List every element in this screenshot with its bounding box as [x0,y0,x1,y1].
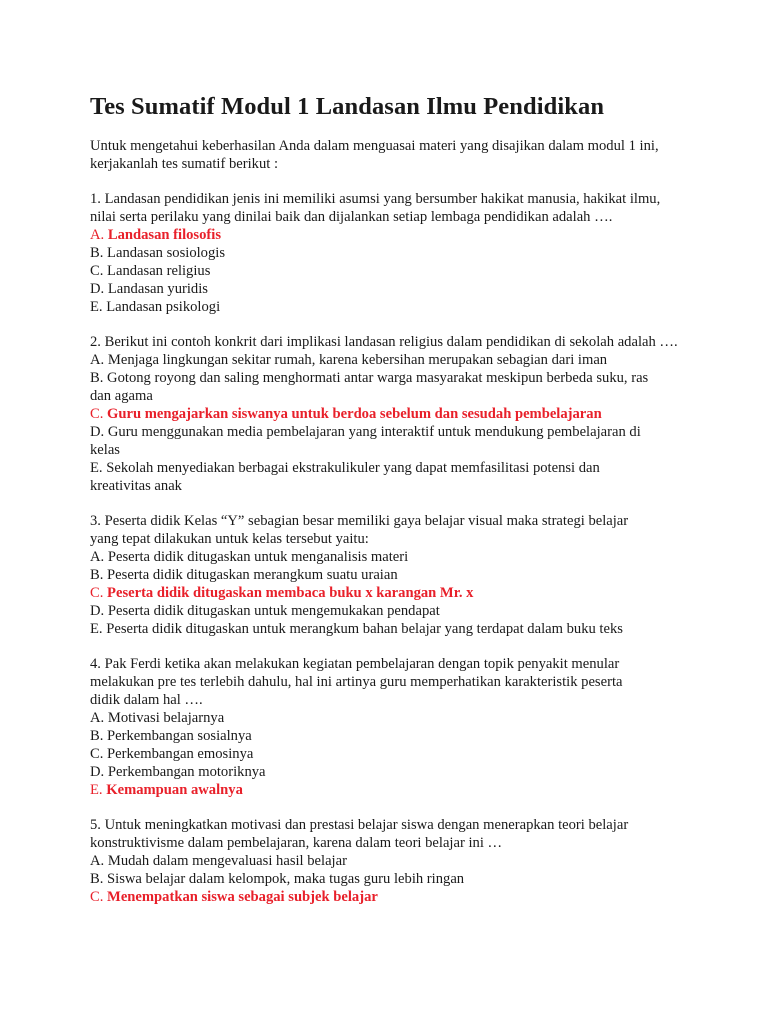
option-letter: B. [90,567,104,583]
intro-paragraph: Untuk mengetahui keberhasilan Anda dalam menguasai materi yang disajikan dalam modul 1 ini, kerjakanlah tes sumatif berikut : [90,138,659,172]
option-a [90,548,690,566]
option-a [90,226,690,244]
option-letter: A. [90,227,105,243]
option-e [90,459,650,495]
option-a [90,852,690,870]
option-text: Peserta didik ditugaskan untuk menganalisis materi [107,549,409,565]
option-b [90,369,650,405]
option-b [90,870,690,888]
option-text: Perkembangan emosinya [107,746,254,762]
question-1 [90,190,690,316]
option-c [90,584,690,602]
option-e [90,620,690,638]
option-text: Peserta didik ditugaskan membaca buku x karangan Mr. x [107,585,474,601]
option-text: Menempatkan siswa sebagai subjek belajar [107,889,378,905]
option-text: Peserta didik ditugaskan merangkum suatu uraian [107,567,398,583]
option-text: Landasan religius [107,263,211,279]
option-letter: D. [90,424,105,440]
option-d [90,423,650,459]
option-letter: A. [90,710,105,726]
option-letter: C. [90,746,104,762]
page-title: Tes Sumatif Modul 1 Landasan Ilmu Pendidikan [90,93,605,120]
option-text: Menjaga lingkungan sekitar rumah, karena kebersihan merupakan sebagian dari iman [107,352,608,368]
option-text: Perkembangan motoriknya [107,764,266,780]
option-letter: B. [90,728,104,744]
option-letter: B. [90,245,104,261]
option-text: Landasan filosofis [107,227,221,243]
question-text: 1. Landasan pendidikan jenis ini memiliki asumsi yang bersumber hakikat manusia, hakikat ilmu, nilai serta perilaku yang dinilai baik dan dijalankan setiap lembaga pendidikan adalah …. [90,191,661,225]
option-b [90,244,690,262]
option-d [90,602,690,620]
option-d [90,280,690,298]
option-e [90,781,690,799]
document-page [90,92,690,906]
option-text: Landasan sosiologis [107,245,226,261]
option-c [90,262,690,280]
option-e [90,298,690,316]
question-text: 4. Pak Ferdi ketika akan melakukan kegiatan pembelajaran dengan topik penyakit menular melakukan pre tes terlebih dahulu, hal ini artinya guru memperhatikan karakteristik peserta didik dalam hal …. [90,656,623,708]
question-text: 3. Peserta didik Kelas “Y” sebagian besar memiliki gaya belajar visual maka strategi belajar yang tepat dilakukan untuk kelas tersebut yaitu: [90,513,629,547]
option-text: Kemampuan awalnya [106,782,243,798]
option-letter: C. [90,406,104,422]
option-b [90,727,690,745]
option-letter: E. [90,621,103,637]
option-text: Guru mengajarkan siswanya untuk berdoa sebelum dan sesudah pembelajaran [107,406,602,422]
option-text: Guru menggunakan media pembelajaran yang interaktif untuk mendukung pembelajaran di kelas [90,424,641,458]
option-letter: A. [90,352,105,368]
option-letter: D. [90,764,105,780]
option-text: Sekolah menyediakan berbagai ekstrakulikuler yang dapat memfasilitasi potensi dan kreativitas anak [90,460,600,494]
option-d [90,763,690,781]
option-text: Motivasi belajarnya [107,710,225,726]
question-4 [90,655,690,799]
option-letter: E. [90,460,103,476]
option-letter: C. [90,585,104,601]
question-3 [90,512,690,638]
option-b [90,566,690,584]
option-text: Landasan yuridis [107,281,208,297]
option-a [90,709,690,727]
question-2 [90,333,690,495]
option-letter: C. [90,263,104,279]
option-letter: C. [90,889,104,905]
option-c [90,405,650,423]
option-letter: A. [90,549,105,565]
option-text: Perkembangan sosialnya [107,728,252,744]
option-c [90,745,690,763]
option-letter: D. [90,281,105,297]
question-text: 2. Berikut ini contoh konkrit dari implikasi landasan religius dalam pendidikan di sekolah adalah …. [90,334,678,350]
question-5 [90,816,690,906]
option-text: Landasan psikologi [106,299,221,315]
question-text: 5. Untuk meningkatkan motivasi dan prestasi belajar siswa dengan menerapkan teori belajar konstruktivisme dalam pembelajaran, karena dalam teori belajar ini … [90,817,629,851]
option-a [90,351,650,369]
option-text: Mudah dalam mengevaluasi hasil belajar [107,853,347,869]
option-letter: D. [90,603,105,619]
option-text: Siswa belajar dalam kelompok, maka tugas guru lebih ringan [107,871,465,887]
option-letter: E. [90,299,103,315]
option-letter: E. [90,782,103,798]
option-letter: B. [90,370,104,386]
option-letter: B. [90,871,104,887]
option-letter: A. [90,853,105,869]
option-text: Peserta didik ditugaskan untuk mengemukakan pendapat [107,603,440,619]
option-text: Peserta didik ditugaskan untuk merangkum bahan belajar yang terdapat dalam buku teks [106,621,623,637]
option-text: Gotong royong dan saling menghormati antar warga masyarakat meskipun berbeda suku, ras dan agama [90,370,649,404]
option-c [90,888,690,906]
